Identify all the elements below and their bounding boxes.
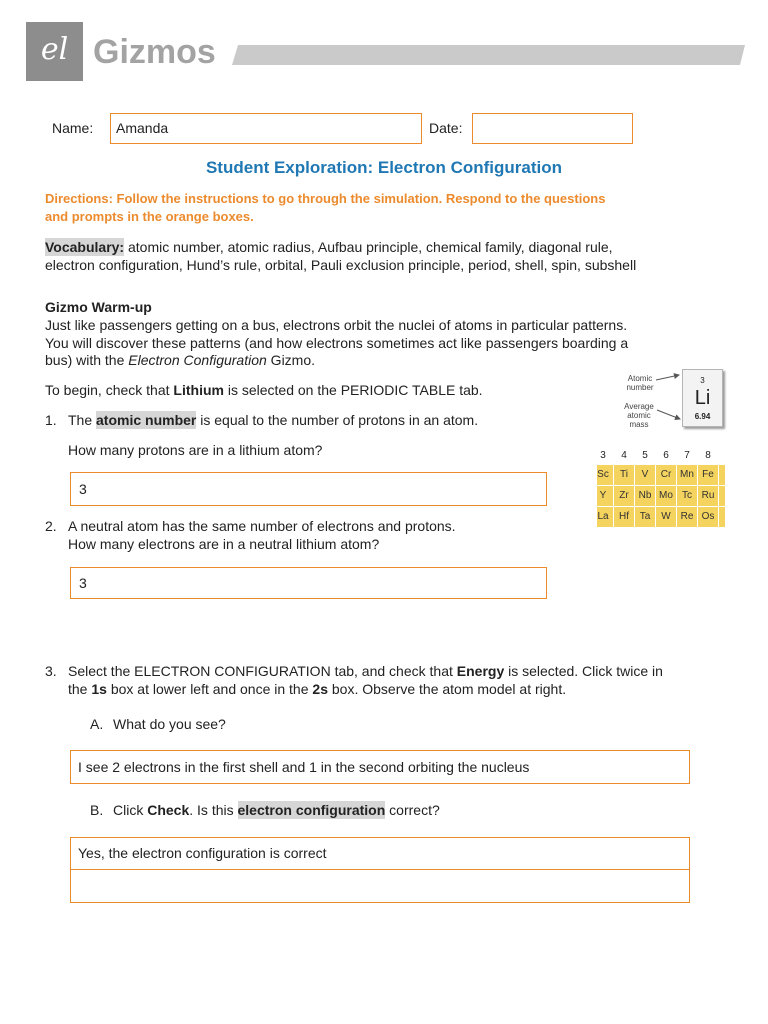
q3b-letter: B.: [90, 802, 104, 818]
warmup-intro-line-1: Just like passengers getting on a bus, electrons orbit the nuclei of atoms in particular patterns.: [45, 317, 628, 333]
group-number: 6: [663, 450, 669, 461]
q3-text: the: [68, 681, 92, 697]
logo-mark: el: [40, 32, 69, 67]
group-number: 8: [705, 450, 711, 461]
element-tile-partial: [719, 465, 725, 485]
gizmos-logo-icon: [26, 22, 83, 81]
q3-line-2: [68, 680, 566, 698]
group-number: 3: [600, 450, 606, 461]
element-tile: Mn: [677, 465, 697, 485]
q3b-answer-field-2[interactable]: [70, 869, 690, 903]
element-tile: Ta: [635, 507, 655, 527]
begin-instruction: [45, 381, 483, 399]
gizmo-name: Electron Configuration: [128, 352, 267, 368]
group-number: 4: [621, 450, 627, 461]
q3-line-1: [68, 662, 663, 680]
element-tile: Zr: [614, 486, 634, 506]
page-title: Student Exploration: Electron Configuration: [205, 158, 563, 177]
element-tile: Os: [698, 507, 718, 527]
q3-1s: 1s: [91, 681, 107, 697]
q1-number: 1.: [45, 412, 57, 428]
q3-number: 3.: [45, 663, 57, 679]
warmup-text: Gizmo.: [266, 352, 316, 368]
q3-text: box. Observe the atom model at right.: [327, 681, 567, 697]
element-atomic-mass: 6.94: [694, 412, 711, 421]
vocabulary-terms: atomic number, atomic radius, Aufbau principle, chemical family, diagonal rule,: [124, 239, 613, 255]
date-label: Date:: [429, 120, 463, 136]
element-tile: Ru: [698, 486, 718, 506]
begin-text: To begin, check that: [45, 382, 174, 398]
warmup-intro-line-3: [45, 351, 315, 369]
element-tile-partial: [719, 486, 725, 506]
date-field[interactable]: [472, 113, 633, 144]
q3-text: Select the ELECTRON CONFIGURATION tab, and check that: [68, 663, 457, 679]
element-tile: Tc: [677, 486, 697, 506]
q3-energy: Energy: [456, 663, 505, 679]
q1-prompt: How many protons are in a lithium atom?: [68, 442, 323, 458]
vocabulary-line-2: electron configuration, Hund’s rule, orbital, Pauli exclusion principle, period, shell, spin, subshell: [45, 257, 637, 273]
q3b-answer-field[interactable]: Yes, the electron configuration is correct: [70, 837, 690, 870]
vocabulary-line-1: [45, 238, 613, 256]
header-bar: [232, 45, 745, 65]
q3a-answer-field[interactable]: I see 2 electrons in the first shell and 1 in the second orbiting the nucleus: [70, 750, 690, 784]
element-tile: Fe: [698, 465, 718, 485]
q3b-text: correct?: [385, 802, 440, 818]
element-tile: Nb: [635, 486, 655, 506]
q1-term: atomic number: [96, 412, 197, 428]
q2-line-1: A neutral atom has the same number of electrons and protons.: [68, 518, 456, 534]
element-tile: Ti: [614, 465, 634, 485]
element-name: Lithium: [173, 382, 224, 398]
element-symbol: Li: [694, 387, 711, 409]
q2-line-2: How many electrons are in a neutral lithium atom?: [68, 536, 380, 552]
group-number: 5: [642, 450, 648, 461]
lithium-element-cell: [682, 369, 723, 427]
q3-2s: 2s: [312, 681, 328, 697]
q3b-prompt: [113, 801, 440, 819]
atomic-mass-arrow-icon: [657, 410, 680, 419]
directions-line-1: Directions: Follow the instructions to go through the simulation. Respond to the questions: [45, 191, 606, 206]
q1-text: is equal to the number of protons in an atom.: [196, 412, 479, 428]
q1-statement: [68, 411, 478, 429]
q1-text: The: [68, 412, 97, 428]
q3-text: is selected. Click twice in: [504, 663, 663, 679]
element-tile: Sc: [597, 465, 613, 485]
q3-text: box at lower left and once in the: [106, 681, 313, 697]
warmup-heading: Gizmo Warm-up: [45, 299, 152, 315]
q1-answer-field[interactable]: 3: [70, 472, 547, 506]
vocabulary-label: Vocabulary:: [45, 239, 125, 255]
q3b-term: electron configuration: [237, 802, 386, 818]
q2-number: 2.: [45, 518, 57, 534]
q2-answer-field[interactable]: 3: [70, 567, 547, 599]
name-field[interactable]: Amanda: [110, 113, 422, 144]
name-label: Name:: [52, 120, 94, 136]
element-tile-partial: [719, 507, 725, 527]
q3a-letter: A.: [90, 716, 104, 732]
q3a-prompt: What do you see?: [113, 716, 226, 732]
atomic-mass-label: Average atomic mass: [624, 402, 654, 429]
group-number: 7: [684, 450, 690, 461]
q3b-check: Check: [147, 802, 190, 818]
element-tile: Mo: [656, 486, 676, 506]
atomic-number-arrow-icon: [656, 375, 679, 380]
element-tile: V: [635, 465, 655, 485]
q3b-text: Click: [113, 802, 148, 818]
warmup-text: bus) with the: [45, 352, 129, 368]
atomic-number-label: Atomic number: [626, 374, 654, 392]
element-atomic-number: 3: [700, 376, 705, 385]
warmup-intro-line-2: You will discover these patterns (and how electrons sometimes act like passengers boarding a: [45, 335, 629, 351]
element-tile: W: [656, 507, 676, 527]
label-arrows: [600, 360, 690, 435]
periodic-table-snippet: [597, 465, 725, 527]
element-tile: Hf: [614, 507, 634, 527]
begin-text: is selected on the PERIODIC TABLE tab.: [223, 382, 483, 398]
element-tile: Re: [677, 507, 697, 527]
directions-line-2: and prompts in the orange boxes.: [45, 209, 254, 224]
element-tile: Cr: [656, 465, 676, 485]
element-tile: Y: [597, 486, 613, 506]
element-tile: La: [597, 507, 613, 527]
brand-name: Gizmos: [93, 33, 216, 71]
q3b-text: . Is this: [189, 802, 238, 818]
